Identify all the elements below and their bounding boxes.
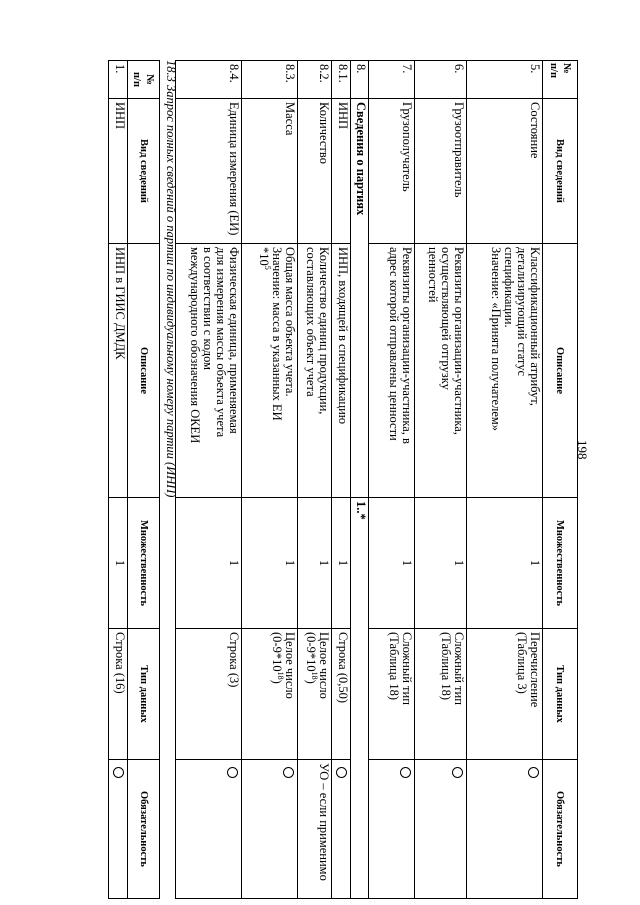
header-req: Обязательность — [543, 760, 578, 899]
row-num: 6. — [415, 61, 467, 99]
main-table-header — [543, 61, 578, 899]
required-mark-o — [283, 767, 294, 778]
row-type: Целое число $(0-9*10^{18})$ — [298, 629, 332, 760]
header-req: Обязательность — [128, 760, 160, 899]
row-name: Грузополучатель — [369, 99, 415, 244]
table-row — [369, 61, 415, 899]
row-mult: 1 — [242, 498, 298, 629]
row-name: Состояние — [467, 99, 543, 244]
row-mult: 1 — [332, 498, 351, 629]
row-type: Строка (16) — [109, 629, 128, 760]
header-type: Тип данных — [128, 629, 160, 760]
required-mark-o — [452, 767, 463, 778]
row-num: 7. — [369, 61, 415, 99]
row-num: 1. — [109, 61, 128, 99]
required-mark-o — [336, 767, 347, 778]
required-mark-o — [227, 767, 238, 778]
header-desc: Описание — [543, 244, 578, 498]
row-type: Сложный тип (Таблица 18) — [369, 629, 415, 760]
row-name: Масса — [242, 99, 298, 244]
row-num: 8.1. — [332, 61, 351, 99]
table-row — [415, 61, 467, 899]
row-mult: 1 — [109, 498, 128, 629]
row-num: 8.2. — [298, 61, 332, 99]
table-row — [351, 61, 369, 899]
row-num: 8. — [351, 61, 369, 99]
row-type: Строка (3) — [176, 629, 242, 760]
table-row — [332, 61, 351, 899]
sub-table-header — [128, 61, 160, 899]
row-req — [415, 760, 467, 899]
sub-table — [108, 60, 160, 899]
table-row — [298, 61, 332, 899]
row-type: Строка (0,50) — [332, 629, 351, 760]
row-mult: 1 — [369, 498, 415, 629]
row-req — [332, 760, 351, 899]
row-num: 8.4. — [176, 61, 242, 99]
row-mult: 1..* — [351, 498, 369, 899]
header-desc: Описание — [128, 244, 160, 498]
row-mult: 1 — [298, 498, 332, 629]
header-name: Вид сведений — [128, 99, 160, 244]
header-mult: Множественность — [128, 498, 160, 629]
row-desc: ИНП в ГИИС ДМДК — [109, 244, 128, 498]
row-num: 5. — [467, 61, 543, 99]
table-row — [467, 61, 543, 899]
row-mult: 1 — [467, 498, 543, 629]
row-mult: 1 — [176, 498, 242, 629]
row-desc: Реквизиты организации-участника, в адрес которой отправлены ценности — [369, 244, 415, 498]
row-name: ИНП — [109, 99, 128, 244]
required-mark-o — [113, 767, 124, 778]
row-req — [369, 760, 415, 899]
row-desc: Классификационный атрибут, детализирующий статус спецификации. Значение: «Принята получателем» — [467, 244, 543, 498]
row-name: Сведения о партиях — [351, 99, 369, 498]
page-number: 198 — [575, 440, 590, 460]
table-row — [109, 61, 128, 899]
row-num: 8.3. — [242, 61, 298, 99]
row-req — [467, 760, 543, 899]
row-req — [109, 760, 128, 899]
row-desc: ИНП, входящей в спецификацию — [332, 244, 351, 498]
row-desc: Количество единиц продукции, составляющих объект учета — [298, 244, 332, 498]
row-desc: Реквизиты организации-участника, осуществляющей отгрузку ценностей — [415, 244, 467, 498]
row-desc: Физическая единица, применяемая для измерения массы объекта учета в соответствии с кодом международного обозначения ОКЕИ — [176, 244, 242, 498]
section-caption: 18.3 Запрос полных сведений о партии по индивидуальному номеру партии (ИНП) — [164, 60, 178, 498]
row-mult: 1 — [415, 498, 467, 629]
header-name: Вид сведений — [543, 99, 578, 244]
table-row — [242, 61, 298, 899]
row-req — [176, 760, 242, 899]
row-type: Целое число $(0-9*10^{18})$ — [242, 629, 298, 760]
table-row — [176, 61, 242, 899]
required-mark-o — [528, 767, 539, 778]
main-table — [175, 60, 578, 899]
row-name: Грузоотправитель — [415, 99, 467, 244]
row-desc: Общая масса объекта учета. Значение: масса в указанных ЕИ $*10^5$ — [242, 244, 298, 498]
header-type: Тип данных — [543, 629, 578, 760]
row-type: Сложный тип (Таблица 18) — [415, 629, 467, 760]
row-name: Единица измерения (ЕИ) — [176, 99, 242, 244]
header-num: № п/п — [128, 61, 160, 99]
row-name: ИНП — [332, 99, 351, 244]
header-num: № п/п — [543, 61, 578, 99]
row-type: Перечисление (Таблица 3) — [467, 629, 543, 760]
row-req — [242, 760, 298, 899]
header-mult: Множественность — [543, 498, 578, 629]
row-req: УО – если применимо — [298, 760, 332, 899]
required-mark-o — [400, 767, 411, 778]
row-name: Количество — [298, 99, 332, 244]
